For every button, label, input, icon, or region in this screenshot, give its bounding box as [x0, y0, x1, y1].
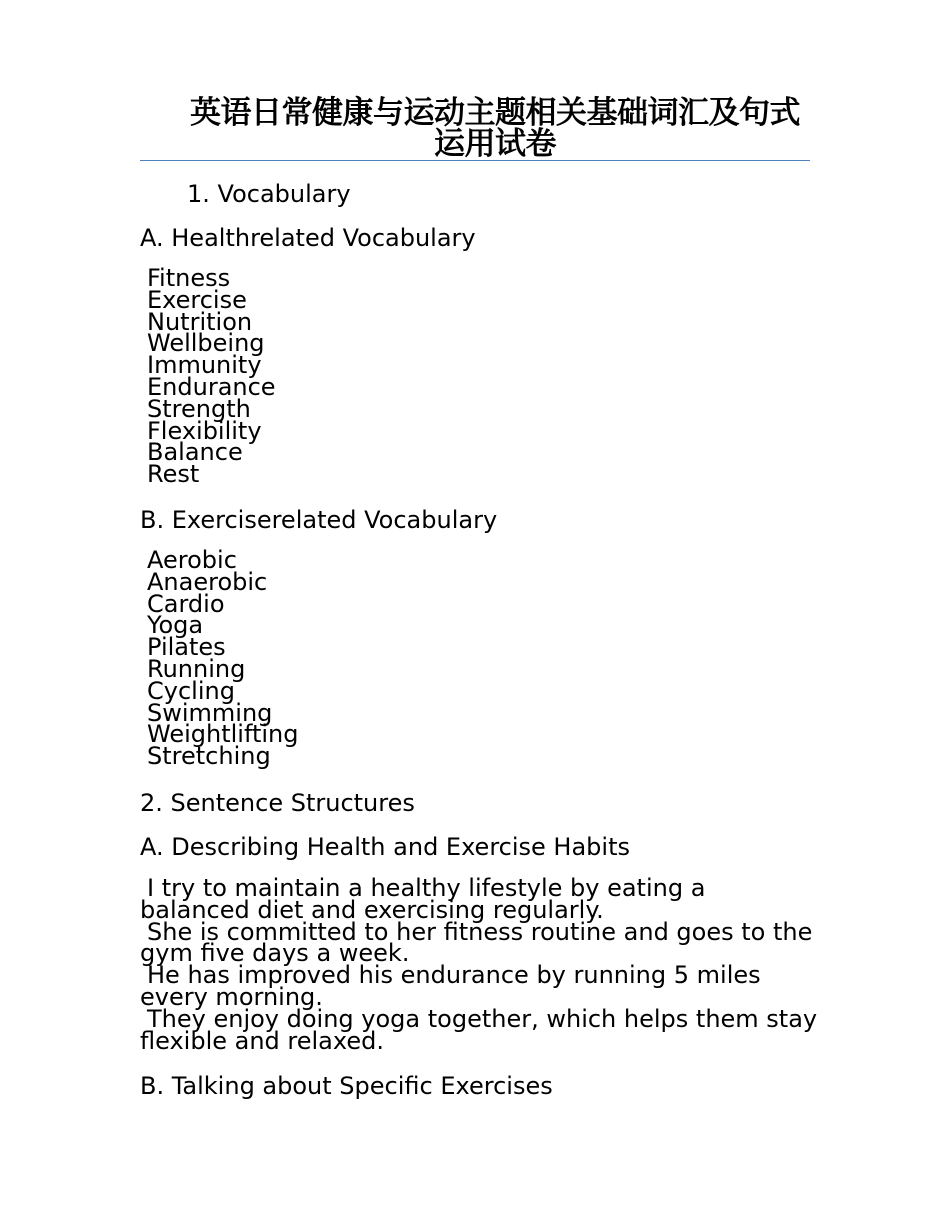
section-1a-heading: A. Healthrelated Vocabulary: [140, 224, 476, 252]
list-item: Cycling: [147, 676, 235, 705]
list-item: Rest: [147, 460, 200, 489]
list-item: Balance: [147, 438, 243, 467]
list-item: Running: [147, 654, 246, 683]
list-item: Fitness: [147, 264, 231, 292]
sentence-item: I try to maintain a healthy lifestyle by eating a balanced diet and exercising regularly.: [140, 874, 706, 924]
list-item: Strength: [147, 394, 251, 423]
list-item: Cardio: [147, 589, 225, 618]
list-item: Immunity: [147, 351, 262, 380]
document-title: 英语日常健康与运动主题相关基础词汇及句式运用试卷: [190, 95, 800, 162]
title-underline: [140, 160, 810, 161]
habit-sentences: [140, 874, 820, 1055]
section-1b-heading: B. Exerciserelated Vocabulary: [140, 506, 498, 534]
list-item: Yoga: [147, 611, 204, 640]
section-1-heading: 1. Vocabulary: [187, 180, 351, 208]
list-item: Pilates: [147, 633, 226, 662]
list-item: Anaerobic: [147, 567, 268, 596]
list-item: Flexibility: [147, 416, 262, 445]
section-2b-heading: B. Talking about Specific Exercises: [140, 1072, 553, 1100]
list-item: Weightlifting: [147, 720, 299, 749]
sentence-item: They enjoy doing yoga together, which helps them stay flexible and relaxed.: [140, 1004, 818, 1055]
list-item: Swimming: [147, 698, 273, 727]
sentence-item: He has improved his endurance by running 5 miles every morning.: [140, 961, 761, 1011]
list-item: Aerobic: [147, 546, 237, 574]
health-vocabulary-list: [147, 264, 276, 489]
section-2-heading: 2. Sentence Structures: [140, 789, 415, 817]
section-2a-heading: A. Describing Health and Exercise Habits: [140, 833, 630, 861]
exercise-vocabulary-list: [147, 546, 299, 771]
list-item: Exercise: [147, 285, 247, 314]
list-item: Endurance: [147, 372, 276, 401]
sentence-item: She is committed to her fitness routine and goes to the gym five days a week.: [140, 917, 813, 968]
list-item: Wellbeing: [147, 329, 265, 358]
list-item: Stretching: [147, 742, 271, 771]
list-item: Nutrition: [147, 307, 253, 336]
